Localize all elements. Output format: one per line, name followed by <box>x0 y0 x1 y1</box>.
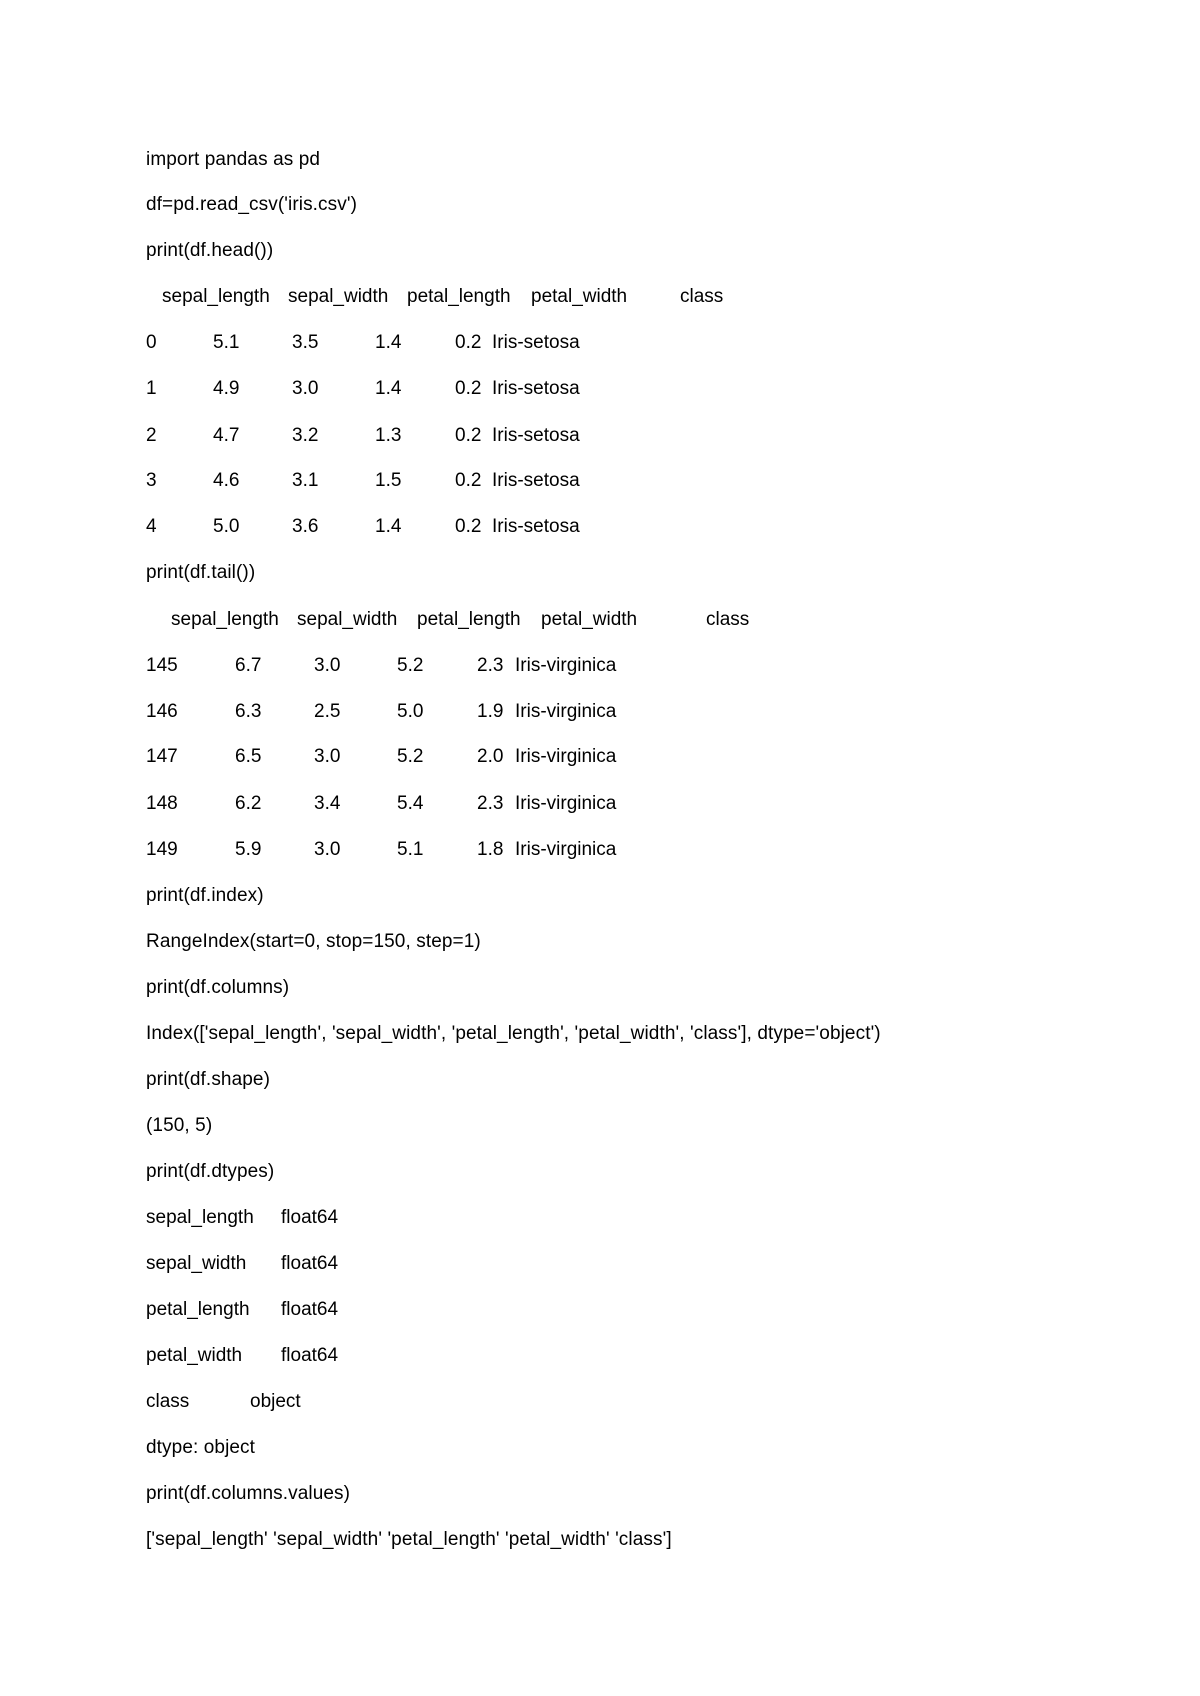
table-cell: 3.2 <box>292 425 319 446</box>
dtype-value: object <box>250 1391 301 1412</box>
table-cell: Iris-setosa <box>492 332 580 353</box>
table-cell: Iris-setosa <box>492 425 580 446</box>
table-cell: Iris-virginica <box>515 839 617 860</box>
table-cell: 1.5 <box>375 470 402 491</box>
table-cell: 2.0 <box>477 746 504 767</box>
dtype-column-name: class <box>146 1391 190 1412</box>
table-cell: 3.6 <box>292 516 319 537</box>
output-dtype-footer: dtype: object <box>146 1437 256 1458</box>
table-cell: 1.4 <box>375 516 402 537</box>
row-index: 148 <box>146 793 178 814</box>
output-columns-index: Index(['sepal_length', 'sepal_width', 'petal_length', 'petal_width', 'class'], dtype='object') <box>146 1023 881 1044</box>
head-col-header: petal_width <box>531 286 628 307</box>
tail-col-header: sepal_width <box>297 609 398 630</box>
table-cell: 1.8 <box>477 839 504 860</box>
table-cell: Iris-virginica <box>515 793 617 814</box>
tail-col-header: class <box>706 609 750 630</box>
tail-col-header: sepal_length <box>171 609 279 630</box>
table-cell: 3.0 <box>314 655 341 676</box>
row-index: 2 <box>146 425 157 446</box>
table-cell: 6.5 <box>235 746 262 767</box>
dtype-value: float64 <box>281 1299 339 1320</box>
table-cell: 3.0 <box>314 746 341 767</box>
table-cell: 5.0 <box>397 701 424 722</box>
row-index: 145 <box>146 655 178 676</box>
table-cell: Iris-virginica <box>515 701 617 722</box>
table-cell: Iris-virginica <box>515 746 617 767</box>
code-line-dtypes: print(df.dtypes) <box>146 1161 275 1182</box>
table-cell: 3.1 <box>292 470 319 491</box>
table-cell: 6.3 <box>235 701 262 722</box>
table-cell: Iris-setosa <box>492 378 580 399</box>
dtype-column-name: sepal_width <box>146 1253 247 1274</box>
table-cell: 5.1 <box>397 839 424 860</box>
row-index: 4 <box>146 516 157 537</box>
table-cell: 0.2 <box>455 332 482 353</box>
table-cell: 2.5 <box>314 701 341 722</box>
dtype-column-name: sepal_length <box>146 1207 254 1228</box>
output-shape: (150, 5) <box>146 1115 213 1136</box>
table-cell: 2.3 <box>477 793 504 814</box>
dtype-value: float64 <box>281 1345 339 1366</box>
table-cell: 0.2 <box>455 470 482 491</box>
code-line-columns-values: print(df.columns.values) <box>146 1483 351 1504</box>
output-range-index: RangeIndex(start=0, stop=150, step=1) <box>146 931 481 952</box>
row-index: 146 <box>146 701 178 722</box>
table-cell: 5.1 <box>213 332 240 353</box>
table-cell: 4.7 <box>213 425 240 446</box>
tail-col-header: petal_length <box>417 609 521 630</box>
code-line-columns: print(df.columns) <box>146 977 290 998</box>
table-cell: 5.4 <box>397 793 424 814</box>
table-cell: 0.2 <box>455 425 482 446</box>
table-cell: 0.2 <box>455 378 482 399</box>
dtype-value: float64 <box>281 1253 339 1274</box>
code-line-shape: print(df.shape) <box>146 1069 271 1090</box>
dtype-column-name: petal_length <box>146 1299 250 1320</box>
head-col-header: sepal_width <box>288 286 389 307</box>
table-cell: 1.9 <box>477 701 504 722</box>
tail-col-header: petal_width <box>541 609 638 630</box>
row-index: 0 <box>146 332 157 353</box>
table-cell: 6.2 <box>235 793 262 814</box>
output-columns-values: ['sepal_length' 'sepal_width' 'petal_length' 'petal_width' 'class'] <box>146 1529 672 1550</box>
code-line-tail: print(df.tail()) <box>146 562 256 583</box>
row-index: 3 <box>146 470 157 491</box>
table-cell: 5.2 <box>397 746 424 767</box>
table-cell: 5.2 <box>397 655 424 676</box>
table-cell: 5.0 <box>213 516 240 537</box>
dtype-column-name: petal_width <box>146 1345 243 1366</box>
table-cell: 4.6 <box>213 470 240 491</box>
head-col-header: class <box>680 286 724 307</box>
table-cell: 6.7 <box>235 655 262 676</box>
table-cell: 5.9 <box>235 839 262 860</box>
table-cell: 1.4 <box>375 378 402 399</box>
head-col-header: petal_length <box>407 286 511 307</box>
table-cell: Iris-virginica <box>515 655 617 676</box>
table-cell: 1.3 <box>375 425 402 446</box>
row-index: 1 <box>146 378 157 399</box>
table-cell: 4.9 <box>213 378 240 399</box>
table-cell: 3.0 <box>314 839 341 860</box>
table-cell: 1.4 <box>375 332 402 353</box>
code-line-read-csv: df=pd.read_csv('iris.csv') <box>146 194 358 215</box>
head-col-header: sepal_length <box>162 286 270 307</box>
table-cell: Iris-setosa <box>492 470 580 491</box>
table-cell: 3.5 <box>292 332 319 353</box>
code-line-head: print(df.head()) <box>146 240 274 261</box>
table-cell: Iris-setosa <box>492 516 580 537</box>
code-line-index: print(df.index) <box>146 885 264 906</box>
table-cell: 2.3 <box>477 655 504 676</box>
dtype-value: float64 <box>281 1207 339 1228</box>
table-cell: 0.2 <box>455 516 482 537</box>
table-cell: 3.4 <box>314 793 341 814</box>
row-index: 147 <box>146 746 178 767</box>
row-index: 149 <box>146 839 178 860</box>
table-cell: 3.0 <box>292 378 319 399</box>
code-line-import: import pandas as pd <box>146 149 321 170</box>
